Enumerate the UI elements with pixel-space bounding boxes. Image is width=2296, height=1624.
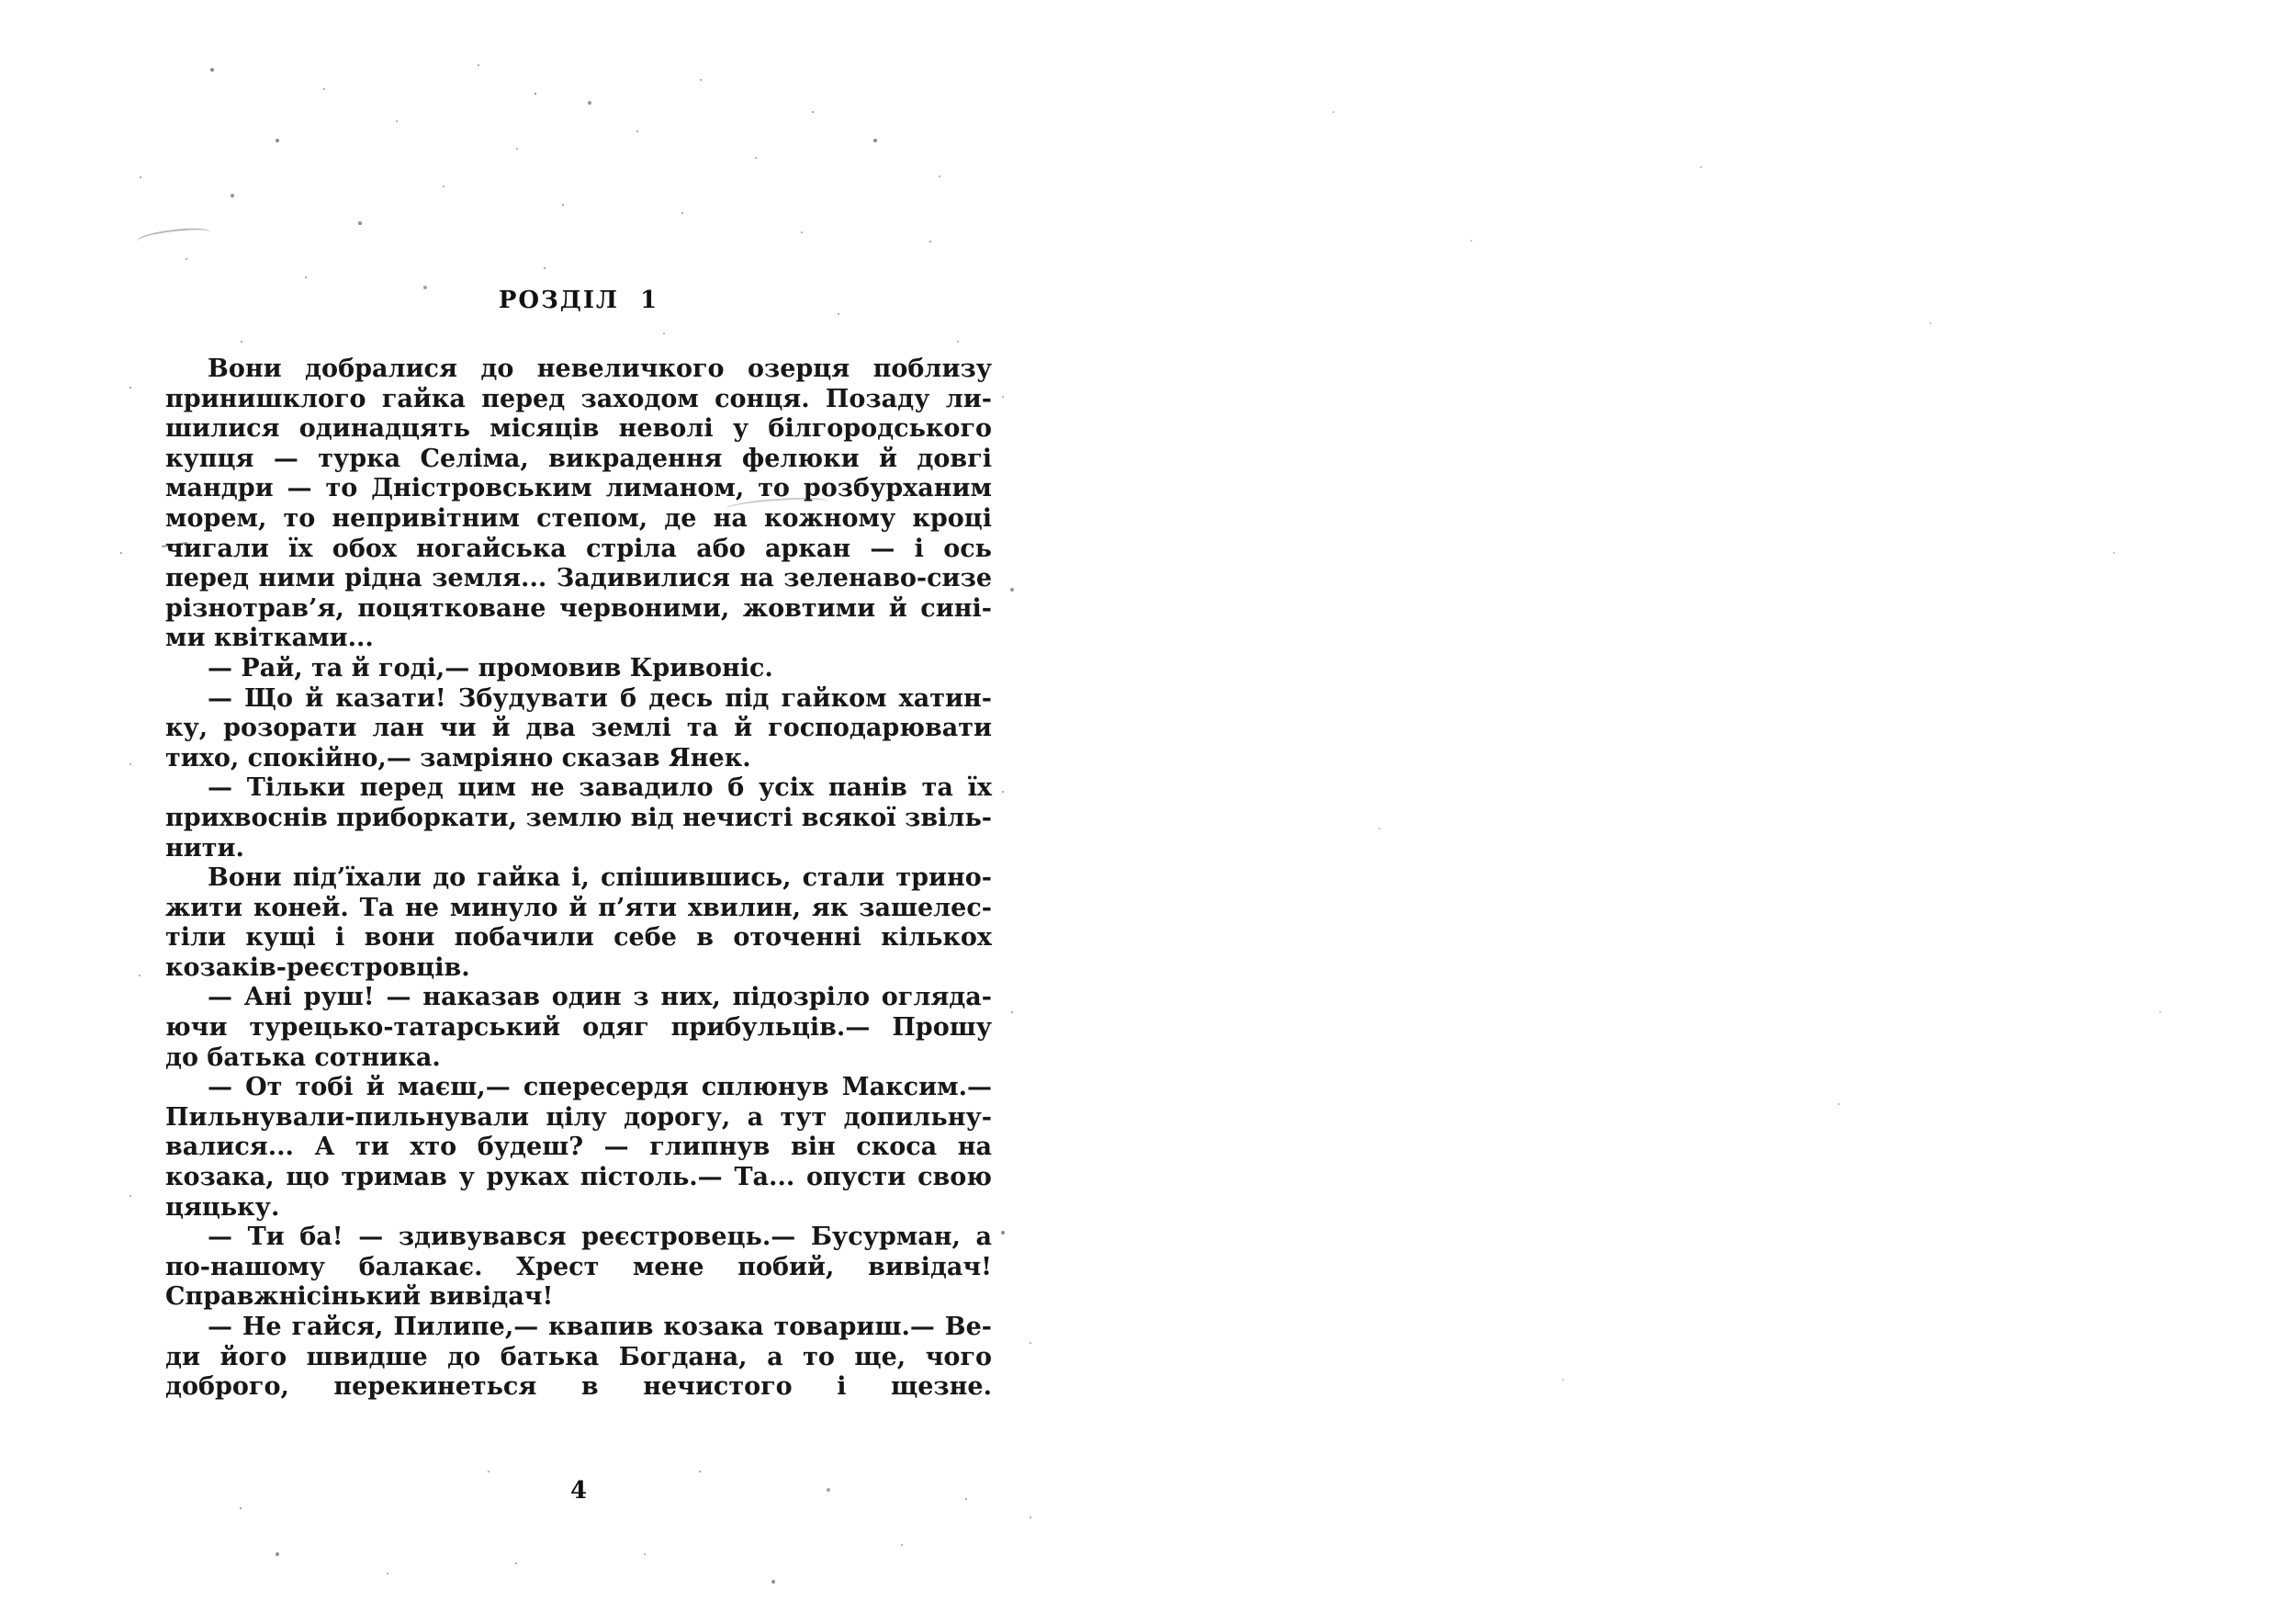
text-line: морем, то непривітним степом, де на кожному кроці	[165, 503, 992, 533]
text-line: до батька сотника.	[165, 1043, 441, 1072]
scan-noise-speckles	[0, 0, 1, 1]
text-line: Справжнісінький вивідач!	[165, 1282, 554, 1312]
text-line: — Не гайся, Пилипе,— квапив козака товариш.— Ве-	[208, 1313, 992, 1341]
text-line: чигали їх обох ногайська стріла або аркан — і ось	[165, 534, 992, 563]
body-text	[165, 355, 992, 1403]
text-line: прихвоснів приборкати, землю від нечисті всякої звіль-	[165, 803, 992, 832]
page-number: 4	[569, 1477, 588, 1505]
text-line: козаків-реєстровців.	[165, 953, 470, 982]
text-line: — Рай, та й годі,— промовив Кривоніс.	[208, 653, 773, 682]
text-line: різнотрав’я, поцятковане червоними, жовтими й сині-	[165, 593, 992, 623]
text-line: ку, розорати лан чи й два землі та й господарювати	[165, 714, 992, 743]
chapter-heading: РОЗДІЛ 1	[498, 287, 659, 314]
text-line: ди його швидше до батька Богдана, а то ще, чого	[165, 1342, 992, 1371]
text-line: жити коней. Та не минуло й п’яти хвилин, як зашелес-	[165, 893, 992, 922]
text-line: — Ти ба! — здивувався реєстровець.— Бусурман, а	[208, 1223, 992, 1252]
text-line: перед ними рідна земля... Задивилися на зеленаво-сизе	[165, 564, 992, 593]
text-line: доброго, перекинеться в нечистого і щезне.	[165, 1372, 992, 1402]
text-line: Вони під’їхали до гайка і, спішившись, стали трино-	[208, 863, 992, 893]
text-line: тихо, спокійно,— замріяно сказав Янек.	[165, 743, 751, 773]
text-line: цяцьку.	[165, 1192, 280, 1222]
text-line: по-нашому балакає. Хрест мене побий, вивідач!	[165, 1252, 992, 1281]
text-line: — Ані руш! — наказав один з них, підозріло огляда-	[208, 983, 992, 1012]
text-line: ючи турецько-татарський одяг прибульців.— Прошу	[165, 1013, 992, 1043]
text-line: тіли кущі і вони побачили себе в оточенні кількох	[165, 923, 992, 953]
text-line: — Тільки перед цим не завадило б усіх панів та їх	[208, 773, 992, 803]
text-line: — Що й казати! Збудувати б десь під гайком хатин-	[208, 683, 992, 713]
text-line: нити.	[165, 833, 244, 863]
text-line: козака, що тримав у руках пістоль.— Та... опусти свою	[165, 1163, 992, 1192]
text-line: ми квітками...	[165, 624, 374, 653]
text-line: Пильнували-пильнували цілу дорогу, а тут допильну-	[165, 1102, 992, 1132]
scan-artifact-squiggle	[135, 225, 211, 249]
text-line: купця — турка Селіма, викрадення фелюки й довгі	[165, 444, 992, 473]
text-line: валися... А ти хто будеш? — глипнув він скоса на	[165, 1133, 992, 1162]
text-line: Вони добралися до невеличкого озерця поблизу	[208, 355, 992, 383]
text-line: — От тобі й маєш,— спересердя сплюнув Максим.—	[208, 1073, 992, 1102]
text-line: мандри — то Дністровським лиманом, то розбурханим	[165, 474, 992, 503]
text-line: шилися одинадцять місяців неволі у білгородського	[165, 414, 992, 444]
text-line: принишклого гайка перед заходом сонця. Позаду ли-	[165, 384, 992, 413]
